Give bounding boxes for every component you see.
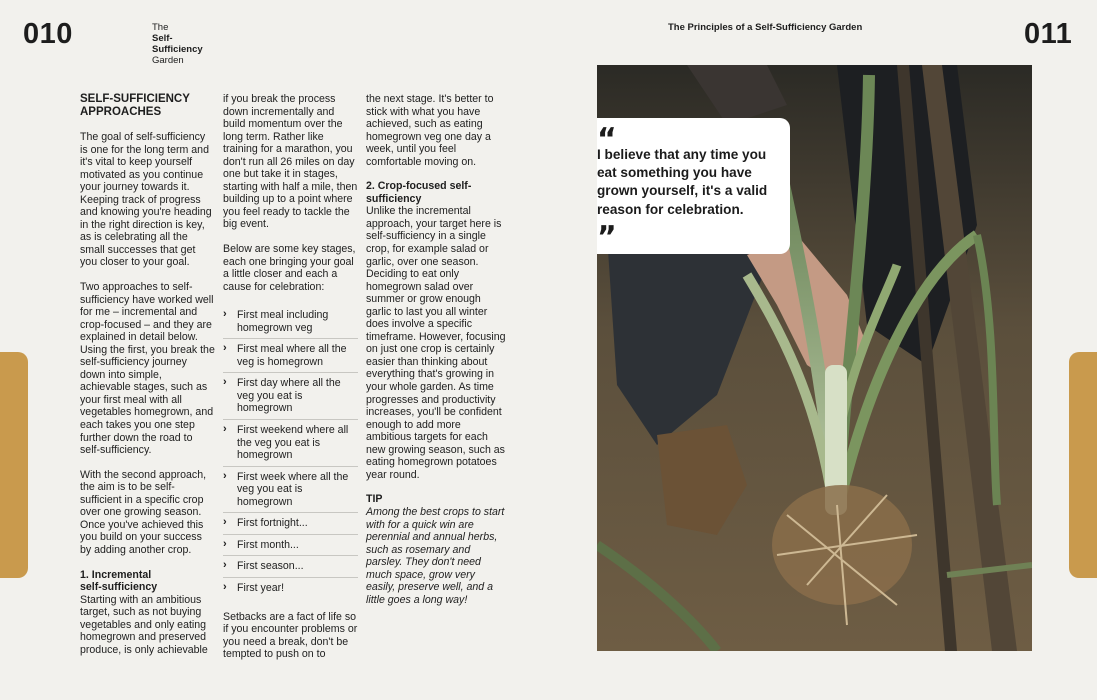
stages-list (223, 305, 358, 598)
article-heading-line: APPROACHES (80, 106, 162, 118)
tip-text: Among the best crops to start with for a quick win are perennial and annual herbs, such as rosemary and parsley. They don't need much space, grow very easily, preserve well, and a little goes a long way! (366, 505, 505, 606)
stage-label: First month... (237, 538, 299, 551)
list-item (223, 556, 358, 578)
crop-focused-paragraph: Unlike the incremental approach, your target here is self-sufficiency in a single crop, for example salad or garlic, over one season. Deciding to eat only homegrown salad over summer or grow enough garlic to last you all winter does involve a specific timeframe. However, focusing on just one crop is certainly easier than thinking about everything that's growing in your whole garden. As time progresses and productivity increases, you'll be confident enough to add more ambitious targets for each new growing season, such as eating homegrown potatoes year round. (366, 205, 506, 481)
list-item (223, 467, 358, 514)
second-approach-paragraph: With the second approach, the aim is to be self-sufficient in a specific crop over one growing season. Once you've achieved this you build on your success by adding another crop. (80, 468, 207, 556)
book-title-line: The (152, 22, 169, 33)
text-column-1 (80, 93, 215, 668)
chevron-right-icon: › (223, 559, 227, 572)
list-item (223, 513, 358, 535)
stage-label: First meal where all the veg is homegrown (237, 343, 347, 368)
setbacks-paragraph-continued: the next stage. It's better to stick with what you have achieved, such as eating homegrown veg one day a week, until you feel comfortable moving on. (366, 93, 494, 168)
list-item (223, 535, 358, 557)
pull-quote-box (597, 118, 790, 254)
subheading-line: 1. Incremental (80, 568, 152, 581)
stages-intro: Below are some key stages, each one bringing your goal a little closer and each a cause for celebration: (223, 243, 356, 293)
chevron-right-icon: › (223, 469, 227, 482)
chevron-right-icon: › (223, 423, 227, 436)
list-item (223, 339, 358, 373)
list-item (223, 578, 358, 599)
close-quote-icon: ” (597, 220, 617, 255)
list-item (223, 305, 358, 339)
chevron-right-icon: › (223, 342, 227, 355)
page-edge-tab-right (1069, 352, 1097, 578)
approaches-paragraph: Two approaches to self-sufficiency have worked well for me – incremental and crop-focused – and they are explained in detail below. Using the first, you break the self-sufficiency journey down into simple, achievable stages, such as your first meal with all vegetables homegrown, and each takes you one step further down the road to self-sufficiency. (80, 281, 215, 457)
chevron-right-icon: › (223, 580, 227, 593)
stage-label: First day where all the veg you eat is homegrown (237, 377, 341, 415)
chevron-right-icon: › (223, 537, 227, 550)
chevron-right-icon: › (223, 376, 227, 389)
stage-label: First meal including homegrown veg (237, 309, 329, 334)
chevron-right-icon: › (223, 516, 227, 529)
incremental-paragraph-start: Starting with an ambitious target, such as not buying vegetables and only eating homegrown and preserved produce, is only achievable (80, 593, 208, 656)
book-title-line: Sufficiency (152, 44, 203, 55)
article-heading-line: SELF-SUFFICIENCY (80, 93, 190, 105)
chevron-right-icon: › (223, 308, 227, 321)
subheading-line: 2. Crop-focused self- (366, 180, 472, 193)
list-item (223, 420, 358, 467)
stage-label: First year! (237, 581, 285, 594)
setbacks-paragraph: Setbacks are a fact of life so if you encounter problems or you need a break, don't be tempted to push on to (223, 610, 358, 661)
chapter-title-runhead: The Principles of a Self-Sufficiency Garden (668, 22, 863, 33)
stage-label: First week where all the veg you eat is homegrown (237, 470, 349, 508)
book-title-line: Self- (152, 33, 173, 44)
incremental-subheading (80, 569, 215, 594)
text-column-3 (366, 93, 506, 618)
tip-heading: TIP (366, 493, 383, 506)
intro-paragraph: The goal of self-sufficiency is one for the long term and it's vital to keep yourself motivated as you continue your journey towards it. Keeping track of progress and knowing you're heading in the right direction is key, as is celebrating all the small successes that get you closer to your goal. (80, 131, 212, 269)
article-heading (80, 93, 215, 119)
book-title-runhead (152, 22, 203, 66)
text-column-2 (223, 93, 358, 673)
incremental-paragraph-continued: if you break the process down incrementally and build momentum over the long term. Rather like training for a marathon, you don't run all 26 miles on day one but take it in stages, starting with half a mile, then building up to a point where you feel ready to tackle the big event. (223, 93, 358, 231)
stage-label: First season... (237, 560, 304, 573)
pull-quote-text: I believe that any time you eat something you have grown yourself, it's a valid reason for celebration. (597, 147, 768, 217)
list-item (223, 373, 358, 420)
book-title-line: Garden (152, 55, 184, 66)
open-quote-icon: “ (597, 122, 617, 157)
page-number-left: 010 (23, 18, 73, 50)
subheading-line: self-sufficiency (80, 581, 158, 594)
stage-label: First weekend where all the veg you eat is homegrown (237, 424, 349, 462)
subheading-line: sufficiency (366, 192, 422, 205)
stage-label: First fortnight... (237, 517, 308, 530)
page-edge-tab-left (0, 352, 28, 578)
crop-focused-subheading (366, 180, 506, 205)
page-number-right: 011 (1024, 18, 1073, 50)
